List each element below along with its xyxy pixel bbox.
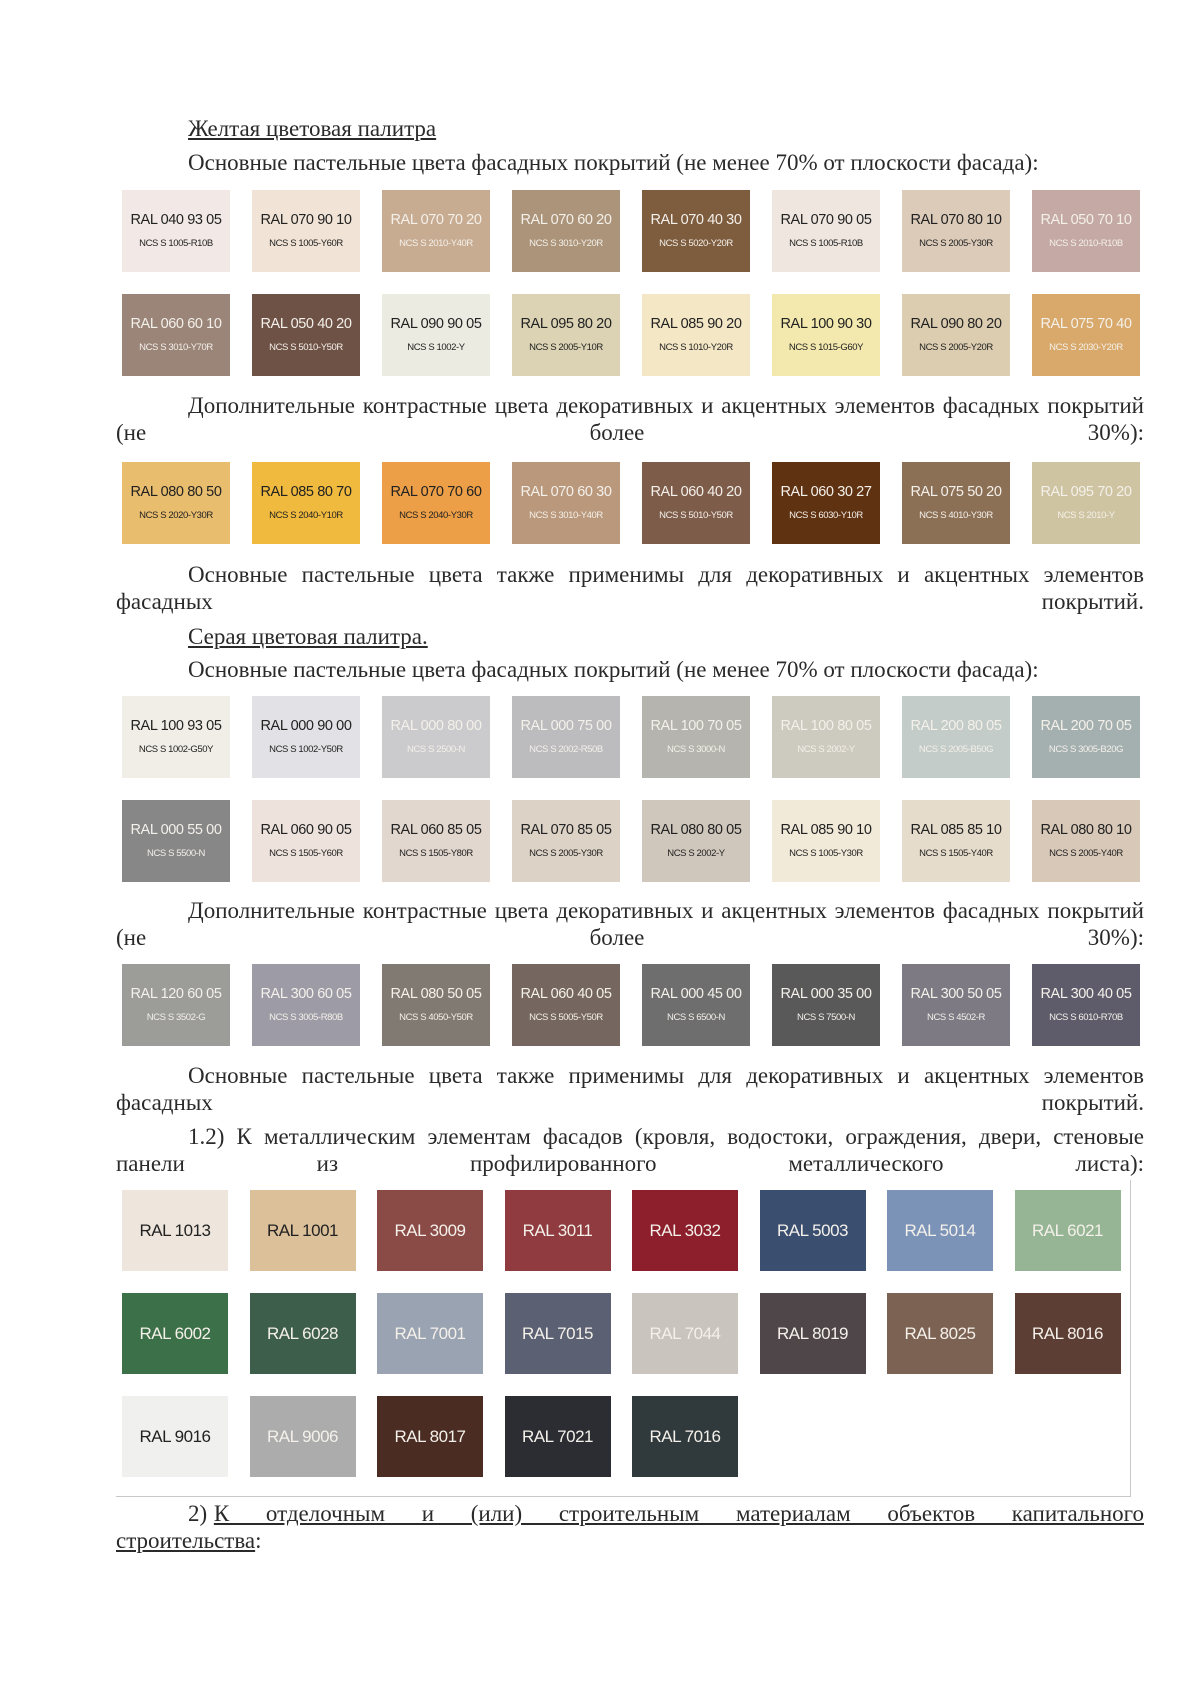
swatch-ncs-code: NCS S 1010-Y20R xyxy=(659,342,733,353)
swatch-ncs-code: NCS S 2040-Y10R xyxy=(269,510,343,521)
color-swatch xyxy=(902,462,1010,544)
color-swatch xyxy=(902,800,1010,882)
swatch-ncs-code: NCS S 1005-R10B xyxy=(789,238,863,249)
swatch-ral-code: RAL 080 50 05 xyxy=(390,986,482,1002)
swatch-ncs-code: NCS S 5500-N xyxy=(146,848,206,859)
swatch-ncs-code: NCS S 1505-Y60R xyxy=(269,848,343,859)
swatch-ral-code: RAL 050 70 10 xyxy=(1040,212,1132,228)
swatch-ral-code: RAL 085 90 10 xyxy=(780,822,872,838)
swatch-ncs-code: NCS S 7500-N xyxy=(796,1012,856,1023)
swatch-ral-code: RAL 300 50 05 xyxy=(910,986,1002,1002)
swatch-ral-code: RAL 095 80 20 xyxy=(520,316,612,332)
section-2-number: 2) xyxy=(188,1501,208,1526)
yellow-palette-title: Желтая цветовая палитра xyxy=(188,116,437,141)
color-swatch xyxy=(772,800,880,882)
swatch-ral-code: RAL 000 90 00 xyxy=(260,718,352,734)
color-swatch xyxy=(512,190,620,272)
color-swatch xyxy=(642,190,750,272)
color-swatch xyxy=(902,294,1010,376)
swatch-ral-code: RAL 080 80 50 xyxy=(130,484,222,500)
color-swatch xyxy=(902,696,1010,778)
color-swatch xyxy=(122,696,230,778)
color-swatch xyxy=(122,190,230,272)
swatch-ncs-code: NCS S 2005-Y30R xyxy=(919,238,993,249)
swatch-ncs-code: NCS S 1002-Y xyxy=(407,342,465,353)
swatch-ral-code: RAL 060 40 05 xyxy=(520,986,612,1002)
swatch-ral-code: RAL 000 55 00 xyxy=(130,822,222,838)
color-swatch xyxy=(505,1190,611,1271)
swatch-ral-code: RAL 085 80 70 xyxy=(260,484,352,500)
swatch-ral-code: RAL 100 70 05 xyxy=(650,718,742,734)
swatch-ral-code: RAL 100 80 05 xyxy=(780,718,872,734)
swatch-ral-code: RAL 060 60 10 xyxy=(130,316,222,332)
swatch-ncs-code: NCS S 2010-Y xyxy=(1057,510,1115,521)
color-swatch xyxy=(772,462,880,544)
swatch-ral-code: RAL 070 85 05 xyxy=(520,822,612,838)
swatch-ral-code: RAL 050 40 20 xyxy=(260,316,352,332)
swatch-ncs-code: NCS S 2010-Y40R xyxy=(399,238,473,249)
swatch-ral-code: RAL 100 90 30 xyxy=(780,316,872,332)
color-swatch xyxy=(512,294,620,376)
swatch-ral-code: RAL 075 50 20 xyxy=(910,484,1002,500)
gray-accent-swatch-grid xyxy=(122,964,1140,1046)
color-swatch xyxy=(250,1293,356,1374)
section-2-paragraph xyxy=(116,1500,1144,1554)
swatch-ral-code: RAL 000 80 00 xyxy=(390,718,482,734)
color-swatch xyxy=(642,462,750,544)
swatch-ncs-code: NCS S 4010-Y30R xyxy=(919,510,993,521)
swatch-ncs-code: NCS S 6500-N xyxy=(666,1012,726,1023)
swatch-ncs-code: NCS S 3502-G xyxy=(146,1012,206,1023)
swatch-ral-code: RAL 085 85 10 xyxy=(910,822,1002,838)
swatch-ncs-code: NCS S 2020-Y30R xyxy=(139,510,213,521)
gray-main-swatch-grid xyxy=(122,696,1140,882)
swatch-ncs-code: NCS S 1005-Y30R xyxy=(789,848,863,859)
swatch-ral-code: RAL 9006 xyxy=(267,1426,338,1446)
swatch-ral-code: RAL 5014 xyxy=(904,1220,976,1240)
color-swatch xyxy=(382,800,490,882)
swatch-ncs-code: NCS S 1002-G50Y xyxy=(138,744,214,755)
yellow-accent-swatch-grid xyxy=(122,462,1140,544)
swatch-ral-code: RAL 000 75 00 xyxy=(520,718,612,734)
swatch-ncs-code: NCS S 2005-Y30R xyxy=(529,848,603,859)
color-swatch xyxy=(252,462,360,544)
color-swatch xyxy=(642,294,750,376)
swatch-ncs-code: NCS S 4502-R xyxy=(926,1012,986,1023)
color-swatch xyxy=(122,964,230,1046)
color-swatch xyxy=(760,1293,866,1374)
color-swatch xyxy=(252,294,360,376)
yellow-note-text: Основные пастельные цвета также применимы для декоративных и акцентных элементов фасадных покрытий. xyxy=(116,562,1144,614)
color-swatch xyxy=(382,696,490,778)
swatch-ral-code: RAL 080 80 05 xyxy=(650,822,742,838)
color-swatch xyxy=(772,964,880,1046)
color-swatch xyxy=(512,696,620,778)
swatch-ral-code: RAL 095 70 20 xyxy=(1040,484,1132,500)
swatch-ral-code: RAL 7021 xyxy=(522,1426,593,1446)
color-swatch xyxy=(252,964,360,1046)
swatch-ncs-code: NCS S 1015-G60Y xyxy=(788,342,864,353)
color-swatch xyxy=(642,800,750,882)
swatch-ncs-code: NCS S 2500-N xyxy=(406,744,466,755)
swatch-ncs-code: NCS S 6030-Y10R xyxy=(789,510,863,521)
color-swatch xyxy=(252,800,360,882)
color-swatch xyxy=(1032,462,1140,544)
swatch-ncs-code: NCS S 5005-Y50R xyxy=(529,1012,603,1023)
swatch-ral-code: RAL 9016 xyxy=(139,1426,211,1446)
color-swatch xyxy=(377,1190,483,1271)
color-swatch xyxy=(382,964,490,1046)
swatch-ral-code: RAL 070 60 20 xyxy=(520,212,612,228)
color-swatch xyxy=(382,462,490,544)
swatch-ncs-code: NCS S 1005-Y60R xyxy=(269,238,343,249)
swatch-ncs-code: NCS S 2002-Y xyxy=(667,848,725,859)
swatch-ral-code: RAL 075 70 40 xyxy=(1040,316,1132,332)
swatch-ncs-code: NCS S 5010-Y50R xyxy=(269,342,343,353)
color-swatch xyxy=(505,1293,611,1374)
swatch-ncs-code: NCS S 2005-Y40R xyxy=(1049,848,1123,859)
swatch-ncs-code: NCS S 2005-Y10R xyxy=(529,342,603,353)
gray-accent-text: Дополнительные контрастные цвета декоративных и акцентных элементов фасадных покрытий (не более 30%): xyxy=(116,898,1144,950)
swatch-ral-code: RAL 8019 xyxy=(777,1323,848,1343)
swatch-ncs-code: NCS S 3010-Y70R xyxy=(139,342,213,353)
swatch-ral-code: RAL 200 70 05 xyxy=(1040,718,1132,734)
swatch-ral-code: RAL 6021 xyxy=(1032,1220,1103,1240)
color-swatch xyxy=(250,1190,356,1271)
swatch-ral-code: RAL 000 45 00 xyxy=(650,986,742,1002)
swatch-ral-code: RAL 100 93 05 xyxy=(130,718,222,734)
color-swatch xyxy=(122,800,230,882)
color-swatch xyxy=(902,190,1010,272)
gray-palette-title: Серая цветовая палитра. xyxy=(188,624,428,649)
color-swatch xyxy=(760,1190,866,1271)
swatch-ral-code: RAL 200 80 05 xyxy=(910,718,1002,734)
yellow-main-swatch-grid xyxy=(122,190,1140,376)
swatch-ral-code: RAL 3032 xyxy=(649,1220,721,1240)
section-2-colon: : xyxy=(255,1528,262,1553)
swatch-ncs-code: NCS S 5020-Y20R xyxy=(659,238,733,249)
color-swatch xyxy=(252,696,360,778)
swatch-ral-code: RAL 8025 xyxy=(904,1323,976,1343)
swatch-ncs-code: NCS S 2002-R50B xyxy=(529,744,603,755)
swatch-ral-code: RAL 6028 xyxy=(267,1323,338,1343)
swatch-ncs-code: NCS S 3010-Y20R xyxy=(529,238,603,249)
swatch-ral-code: RAL 7044 xyxy=(649,1323,721,1343)
color-swatch xyxy=(1032,696,1140,778)
swatch-ncs-code: NCS S 6010-R70B xyxy=(1049,1012,1123,1023)
swatch-ral-code: RAL 085 90 20 xyxy=(650,316,742,332)
swatch-ral-code: RAL 000 35 00 xyxy=(780,986,872,1002)
color-swatch xyxy=(887,1190,993,1271)
color-swatch xyxy=(377,1293,483,1374)
swatch-ral-code: RAL 7001 xyxy=(394,1323,466,1343)
swatch-ral-code: RAL 7016 xyxy=(649,1426,721,1446)
color-swatch xyxy=(122,1396,228,1477)
color-swatch xyxy=(772,190,880,272)
swatch-ncs-code: NCS S 1005-R10B xyxy=(139,238,213,249)
color-swatch xyxy=(512,462,620,544)
swatch-ral-code: RAL 090 90 05 xyxy=(390,316,482,332)
color-swatch xyxy=(377,1396,483,1477)
swatch-ral-code: RAL 3011 xyxy=(522,1220,593,1240)
swatch-ral-code: RAL 300 40 05 xyxy=(1040,986,1132,1002)
swatch-ncs-code: NCS S 2005-B50G xyxy=(918,744,994,755)
swatch-ncs-code: NCS S 3010-Y40R xyxy=(529,510,603,521)
swatch-ral-code: RAL 7015 xyxy=(522,1323,593,1343)
swatch-ral-code: RAL 060 85 05 xyxy=(390,822,482,838)
swatch-ncs-code: NCS S 3000-N xyxy=(666,744,726,755)
swatch-ral-code: RAL 1013 xyxy=(139,1220,211,1240)
color-swatch xyxy=(122,294,230,376)
swatch-ral-code: RAL 8016 xyxy=(1032,1323,1103,1343)
swatch-ral-code: RAL 090 80 20 xyxy=(910,316,1002,332)
swatch-ral-code: RAL 060 30 27 xyxy=(780,484,872,500)
color-swatch xyxy=(1015,1293,1121,1374)
swatch-ral-code: RAL 6002 xyxy=(139,1323,211,1343)
swatch-ncs-code: NCS S 3005-B20G xyxy=(1048,744,1124,755)
swatch-ral-code: RAL 070 70 60 xyxy=(390,484,482,500)
color-swatch xyxy=(1015,1190,1121,1271)
metal-swatch-grid xyxy=(122,1190,1121,1477)
gray-note-text: Основные пастельные цвета также применимы для декоративных и акцентных элементов фасадных покрытий. xyxy=(116,1063,1144,1115)
swatch-ral-code: RAL 070 40 30 xyxy=(650,212,742,228)
swatch-ncs-code: NCS S 1002-Y50R xyxy=(269,744,343,755)
color-swatch xyxy=(632,1396,738,1477)
color-swatch xyxy=(252,190,360,272)
swatch-ral-code: RAL 060 90 05 xyxy=(260,822,352,838)
swatch-ral-code: RAL 3009 xyxy=(394,1220,466,1240)
swatch-ncs-code: NCS S 2010-R10B xyxy=(1049,238,1123,249)
color-swatch xyxy=(642,696,750,778)
color-swatch xyxy=(122,462,230,544)
color-swatch xyxy=(382,294,490,376)
swatch-ral-code: RAL 080 80 10 xyxy=(1040,822,1132,838)
color-swatch xyxy=(1032,294,1140,376)
color-swatch xyxy=(772,294,880,376)
color-swatch xyxy=(512,964,620,1046)
color-swatch xyxy=(772,696,880,778)
swatch-ncs-code: NCS S 2005-Y20R xyxy=(919,342,993,353)
color-swatch xyxy=(250,1396,356,1477)
swatch-ral-code: RAL 070 70 20 xyxy=(390,212,482,228)
swatch-ral-code: RAL 120 60 05 xyxy=(130,986,222,1002)
swatch-ral-code: RAL 1001 xyxy=(267,1220,338,1240)
section-2-text: К отделочным и (или) строительным материалам объектов капитального строительства xyxy=(116,1501,1144,1553)
swatch-ral-code: RAL 070 90 05 xyxy=(780,212,872,228)
color-swatch xyxy=(632,1190,738,1271)
swatch-ncs-code: NCS S 1505-Y80R xyxy=(399,848,473,859)
swatch-ncs-code: NCS S 2030-Y20R xyxy=(1049,342,1123,353)
swatch-ral-code: RAL 060 40 20 xyxy=(650,484,742,500)
swatch-ncs-code: NCS S 2040-Y30R xyxy=(399,510,473,521)
color-swatch xyxy=(632,1293,738,1374)
yellow-accent-text: Дополнительные контрастные цвета декоративных и акцентных элементов фасадных покрытий (не более 30%): xyxy=(116,393,1144,445)
color-swatch xyxy=(1032,190,1140,272)
color-swatch xyxy=(887,1293,993,1374)
swatch-ral-code: RAL 040 93 05 xyxy=(130,212,222,228)
gray-main-text: Основные пастельные цвета фасадных покрытий (не менее 70% от плоскости фасада): xyxy=(188,657,1039,682)
color-swatch xyxy=(505,1396,611,1477)
color-swatch xyxy=(382,190,490,272)
swatch-ral-code: RAL 070 80 10 xyxy=(910,212,1002,228)
swatch-ncs-code: NCS S 4050-Y50R xyxy=(399,1012,473,1023)
swatch-ncs-code: NCS S 5010-Y50R xyxy=(659,510,733,521)
color-swatch xyxy=(642,964,750,1046)
swatch-ral-code: RAL 8017 xyxy=(394,1426,466,1446)
metal-elements-text: 1.2) К металлическим элементам фасадов (кровля, водостоки, ограждения, двери, стеновые панели из профилированного металлического листа): xyxy=(116,1124,1144,1176)
color-swatch xyxy=(902,964,1010,1046)
color-swatch xyxy=(1032,964,1140,1046)
yellow-main-text: Основные пастельные цвета фасадных покрытий (не менее 70% от плоскости фасада): xyxy=(188,150,1039,175)
swatch-ral-code: RAL 070 60 30 xyxy=(520,484,612,500)
color-swatch xyxy=(122,1293,228,1374)
swatch-ncs-code: NCS S 1505-Y40R xyxy=(919,848,993,859)
swatch-ncs-code: NCS S 3005-R80B xyxy=(269,1012,343,1023)
swatch-ral-code: RAL 5003 xyxy=(777,1220,848,1240)
swatch-ncs-code: NCS S 2002-Y xyxy=(797,744,855,755)
color-swatch xyxy=(512,800,620,882)
swatch-ral-code: RAL 070 90 10 xyxy=(260,212,352,228)
color-swatch xyxy=(1032,800,1140,882)
color-swatch xyxy=(122,1190,228,1271)
swatch-ral-code: RAL 300 60 05 xyxy=(260,986,352,1002)
